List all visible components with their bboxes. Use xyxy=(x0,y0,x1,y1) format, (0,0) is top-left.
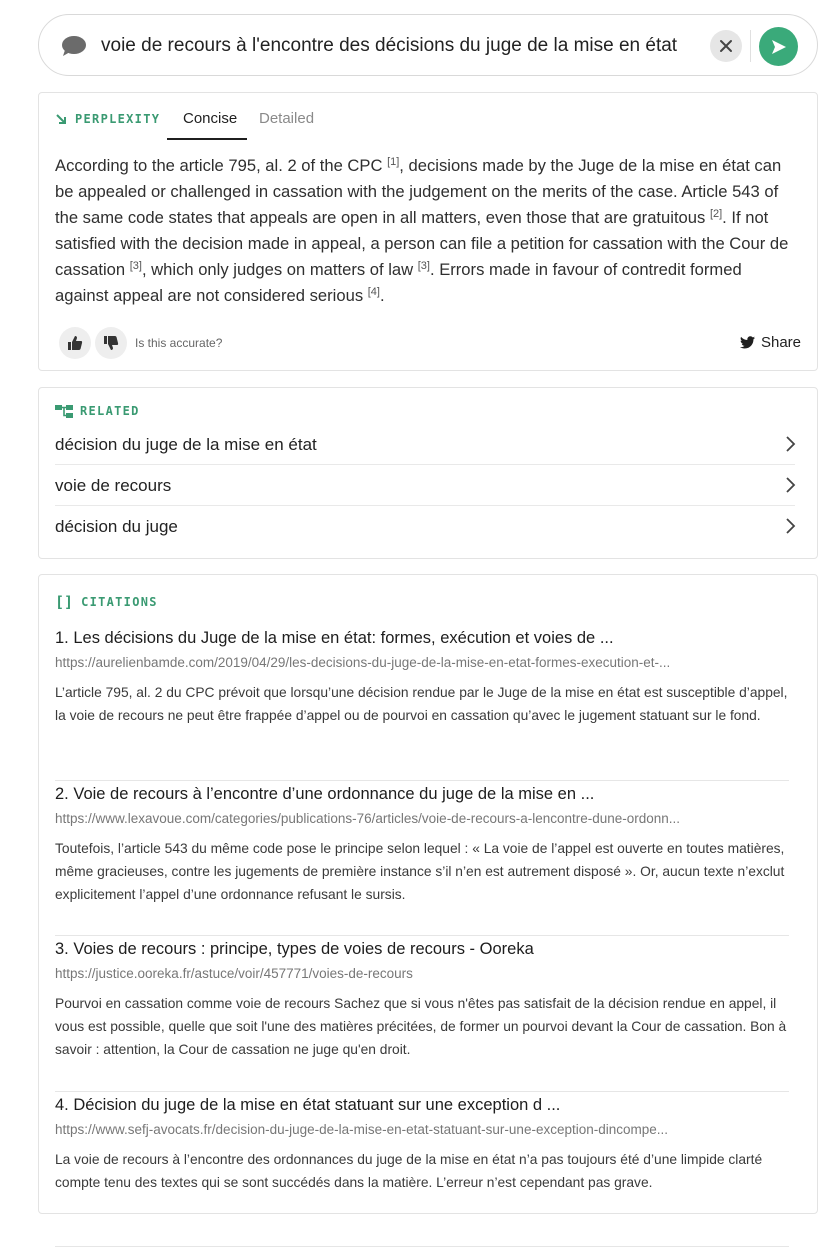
citation-ref[interactable]: [2] xyxy=(710,208,722,220)
citation-title[interactable]: 1. Les décisions du Juge de la mise en état: formes, exécution et voies de ... xyxy=(55,629,789,648)
perplexity-brand xyxy=(55,109,160,129)
citation-url[interactable]: https://www.sefj-avocats.fr/decision-du-juge-de-la-mise-en-etat-statuant-sur-une-exception-dincompe... xyxy=(55,1122,789,1137)
related-item[interactable] xyxy=(55,506,795,547)
citation-title[interactable]: 2. Voie de recours à l’encontre d’une ordonnance du juge de la mise en ... xyxy=(55,785,789,804)
citation-item[interactable] xyxy=(55,1092,789,1247)
send-button[interactable] xyxy=(759,27,798,66)
divider xyxy=(750,30,751,62)
citation-snippet: Toutefois, l’article 543 du même code pose le principe selon lequel : « La voie de l’appel est ouverte en toutes matières, même gracieuses, contre les jugements de première instance s’il n’en est autrement disposé ». Or, aucun texte n’exclut explicitement l’appel d’une ordonnance refusant le sursis. xyxy=(55,837,789,906)
close-icon xyxy=(719,39,733,53)
citations-header xyxy=(55,593,158,611)
related-label: RELATED xyxy=(80,404,140,418)
related-item-label: décision du juge de la mise en état xyxy=(55,435,317,455)
brackets-icon: [] xyxy=(55,593,73,611)
citation-ref[interactable]: [3] xyxy=(130,260,142,272)
related-item[interactable] xyxy=(55,424,795,465)
citation-item[interactable] xyxy=(55,625,789,781)
answer-segment: . Errors made in favour of contredit formed against appeal are not considered serious xyxy=(55,260,742,305)
tab-concise[interactable]: Concise xyxy=(183,109,237,129)
answer-card xyxy=(38,92,818,371)
answer-segment: . xyxy=(380,286,385,305)
chevron-right-icon xyxy=(785,436,795,452)
answer-segment: According to the article 795, al. 2 of the CPC xyxy=(55,156,387,175)
related-item-label: décision du juge xyxy=(55,517,178,537)
related-item-label: voie de recours xyxy=(55,476,171,496)
feedback-label: Is this accurate? xyxy=(135,336,222,350)
thumbs-down-icon xyxy=(103,335,119,351)
chevron-right-icon xyxy=(785,518,795,534)
citation-snippet: La voie de recours à l’encontre des ordonnances du juge de la mise en état n’a pas toujours été d’une limpide clarté compte tenu des textes qui se sont succédés dans la matière. L’erreur n’est cependant pas grave. xyxy=(55,1148,789,1194)
search-bar xyxy=(38,14,818,76)
answer-text xyxy=(55,153,795,309)
citations-label: CITATIONS xyxy=(81,595,158,609)
answer-segment: , which only judges on matters of law xyxy=(142,260,418,279)
tab-detailed[interactable]: Detailed xyxy=(259,109,314,129)
citations-list xyxy=(55,625,789,1247)
related-card xyxy=(38,387,818,559)
citation-ref[interactable]: [3] xyxy=(418,260,430,272)
answer-tabs xyxy=(55,109,795,141)
citation-ref[interactable]: [4] xyxy=(368,286,380,298)
clear-button[interactable] xyxy=(710,30,742,62)
share-label: Share xyxy=(761,334,801,351)
thumbs-down-button[interactable] xyxy=(95,327,127,359)
answer-segment: . If not satisfied with the decision made in appeal, a person can file a petition for cassation with the Cour de cassation xyxy=(55,208,788,279)
citations-card xyxy=(38,574,818,1214)
share-button[interactable] xyxy=(740,334,801,351)
answer-segment: , decisions made by the Juge de la mise en état can be appealed or challenged in cassation with the judgement on the merits of the case. Article 543 of the same code states that appeals are open in all matters, even those that are gratuitous xyxy=(55,156,781,227)
related-header xyxy=(55,404,140,418)
twitter-icon xyxy=(740,336,755,349)
send-icon xyxy=(770,38,788,56)
citation-url[interactable]: https://justice.ooreka.fr/astuce/voir/457771/voies-de-recours xyxy=(55,966,789,981)
related-item[interactable] xyxy=(55,465,795,506)
thumbs-up-button[interactable] xyxy=(59,327,91,359)
feedback-row xyxy=(59,327,799,359)
thumbs-up-icon xyxy=(67,335,83,351)
related-list xyxy=(55,424,795,547)
chevron-right-icon xyxy=(785,477,795,493)
chat-bubble-icon xyxy=(61,35,87,57)
citation-url[interactable]: https://www.lexavoue.com/categories/publications-76/articles/voie-de-recours-a-lencontre-dune-ordonn... xyxy=(55,811,789,826)
citation-ref[interactable]: [1] xyxy=(387,156,399,168)
citation-item[interactable] xyxy=(55,781,789,937)
arrow-down-right-icon xyxy=(55,113,67,125)
active-tab-indicator xyxy=(167,138,247,140)
citation-item[interactable] xyxy=(55,936,789,1092)
citation-title[interactable]: 4. Décision du juge de la mise en état statuant sur une exception d ... xyxy=(55,1096,789,1115)
citation-snippet: L’article 795, al. 2 du CPC prévoit que lorsqu’une décision rendue par le Juge de la mise en état est susceptible d’appel, la voie de recours ne peut être frappée d’appel ou de pourvoi en cassation qu’avec le jugement statuant sur le fond. xyxy=(55,681,789,727)
citation-url[interactable]: https://aurelienbamde.com/2019/04/29/les-decisions-du-juge-de-la-mise-en-etat-formes-execution-et-... xyxy=(55,655,789,670)
perplexity-label: PERPLEXITY xyxy=(75,112,160,126)
search-input[interactable]: voie de recours à l'encontre des décisions du juge de la mise en état xyxy=(101,33,667,59)
hierarchy-icon xyxy=(55,405,73,418)
citation-title[interactable]: 3. Voies de recours : principe, types de voies de recours - Ooreka xyxy=(55,940,789,959)
citation-snippet: Pourvoi en cassation comme voie de recours Sachez que si vous n'êtes pas satisfait de la décision rendue en appel, il vous est possible, quelle que soit l'une des matières précitées, de former un pourvoi devant la Cour de cassation. Bon à savoir : attention, la Cour de cassation ne juge qu'en droit. xyxy=(55,992,789,1061)
